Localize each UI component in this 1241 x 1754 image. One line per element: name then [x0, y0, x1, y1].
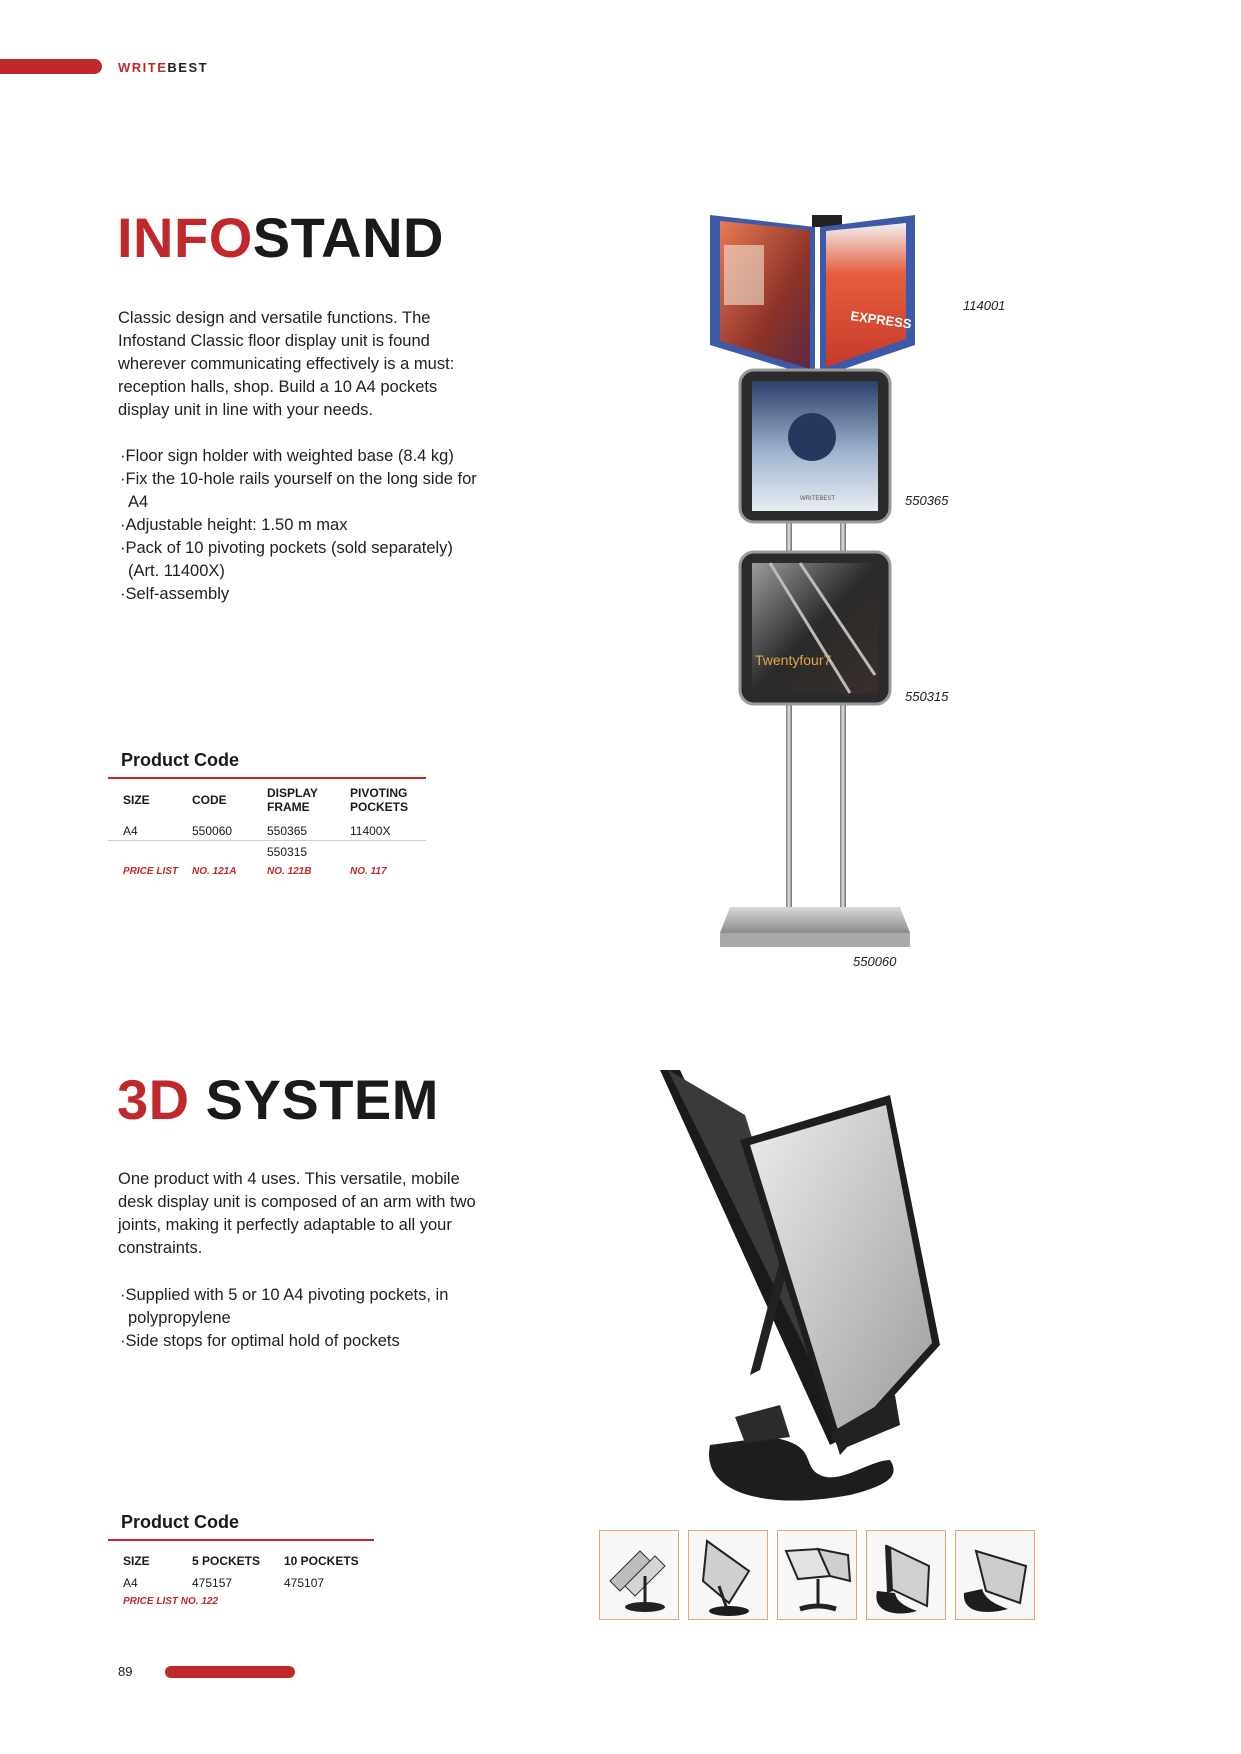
image-code-label: 550060 — [853, 954, 897, 969]
header-accent-bar — [0, 59, 102, 74]
cell: 11400X — [350, 824, 391, 838]
infostand-description: Classic design and versatile functions. The Infostand Classic floor display unit is found wherever communicating effectively is a must: reception halls, shop. Build a 10 A4 pockets display unit in line with your needs. — [118, 309, 455, 419]
infostand-product-code-title: Product Code — [121, 750, 240, 770]
usage-thumbnail-4 — [866, 1530, 946, 1620]
price-list-label: PRICE LIST NO. 122 — [123, 1596, 219, 1607]
system3d-features — [118, 1284, 478, 1353]
cell: 475157 — [192, 1576, 233, 1590]
price-list-ref: NO. 121A — [192, 866, 237, 877]
feature-item: · Side stops for optimal hold of pockets — [118, 1330, 478, 1353]
brand-name: WRITEBEST — [118, 60, 209, 75]
col-size: SIZE — [123, 1554, 150, 1568]
cell: A4 — [123, 1576, 138, 1590]
feature-item: · Adjustable height: 1.50 m max — [118, 514, 478, 537]
table-header-rule — [108, 1539, 374, 1541]
twentyfour-poster-text: Twentyfour7 — [755, 652, 832, 668]
table-row-divider — [108, 840, 426, 841]
col-display-frame: DISPLAY FRAME — [267, 786, 318, 814]
usage-thumbnail-5 — [955, 1530, 1035, 1620]
cell: 550060 — [192, 824, 233, 838]
usage-thumbnail-1 — [599, 1530, 679, 1620]
feature-item: · Pack of 10 pivoting pockets (sold separately) (Art. 11400X) — [118, 537, 478, 583]
usage-thumbnail-2 — [688, 1530, 768, 1620]
system3d-title: 3D SYSTEM — [117, 1068, 439, 1131]
feature-item: · Self-assembly — [118, 583, 478, 606]
col-size: SIZE — [123, 793, 150, 807]
cell: 550315 — [267, 845, 308, 859]
col-5-pockets: 5 POCKETS — [192, 1554, 261, 1568]
price-list-ref: NO. 121B — [267, 866, 312, 877]
feature-item: · Supplied with 5 or 10 A4 pivoting pockets, in polypropylene — [118, 1284, 478, 1330]
footer-accent-bar — [165, 1666, 295, 1678]
col-pivoting-pockets: PIVOTING POCKETS — [350, 786, 409, 814]
feature-item: · Floor sign holder with weighted base (8.4 kg) — [118, 445, 478, 468]
table-header-rule — [108, 777, 426, 779]
cell: 550365 — [267, 824, 308, 838]
col-code: CODE — [192, 793, 227, 807]
image-code-label: 550365 — [905, 493, 949, 508]
cell: 475107 — [284, 1576, 325, 1590]
price-list-ref: NO. 117 — [350, 866, 387, 877]
infostand-title: INFOSTAND — [117, 206, 444, 269]
usage-thumbnail-3 — [777, 1530, 857, 1620]
cell: A4 — [123, 824, 138, 838]
infostand-product-image — [700, 205, 960, 955]
frame-logo-text: WRITEBEST — [800, 496, 836, 502]
infostand-features — [118, 445, 478, 606]
image-code-label: 550315 — [905, 689, 949, 704]
system3d-description: One product with 4 uses. This versatile, mobile desk display unit is composed of an arm with two joints, making it perfectly adaptable to all your constraints. — [118, 1170, 476, 1257]
express-poster-text: EXPRESS — [849, 308, 913, 332]
feature-item: · Fix the 10-hole rails yourself on the long side for A4 — [118, 468, 478, 514]
page-number: 89 — [118, 1664, 133, 1679]
price-list-label: PRICE LIST — [123, 866, 179, 877]
system3d-product-image — [650, 1065, 1030, 1520]
image-code-label: 114001 — [963, 298, 1006, 313]
system3d-product-code-title: Product Code — [121, 1512, 240, 1532]
col-10-pockets: 10 POCKETS — [284, 1554, 359, 1568]
